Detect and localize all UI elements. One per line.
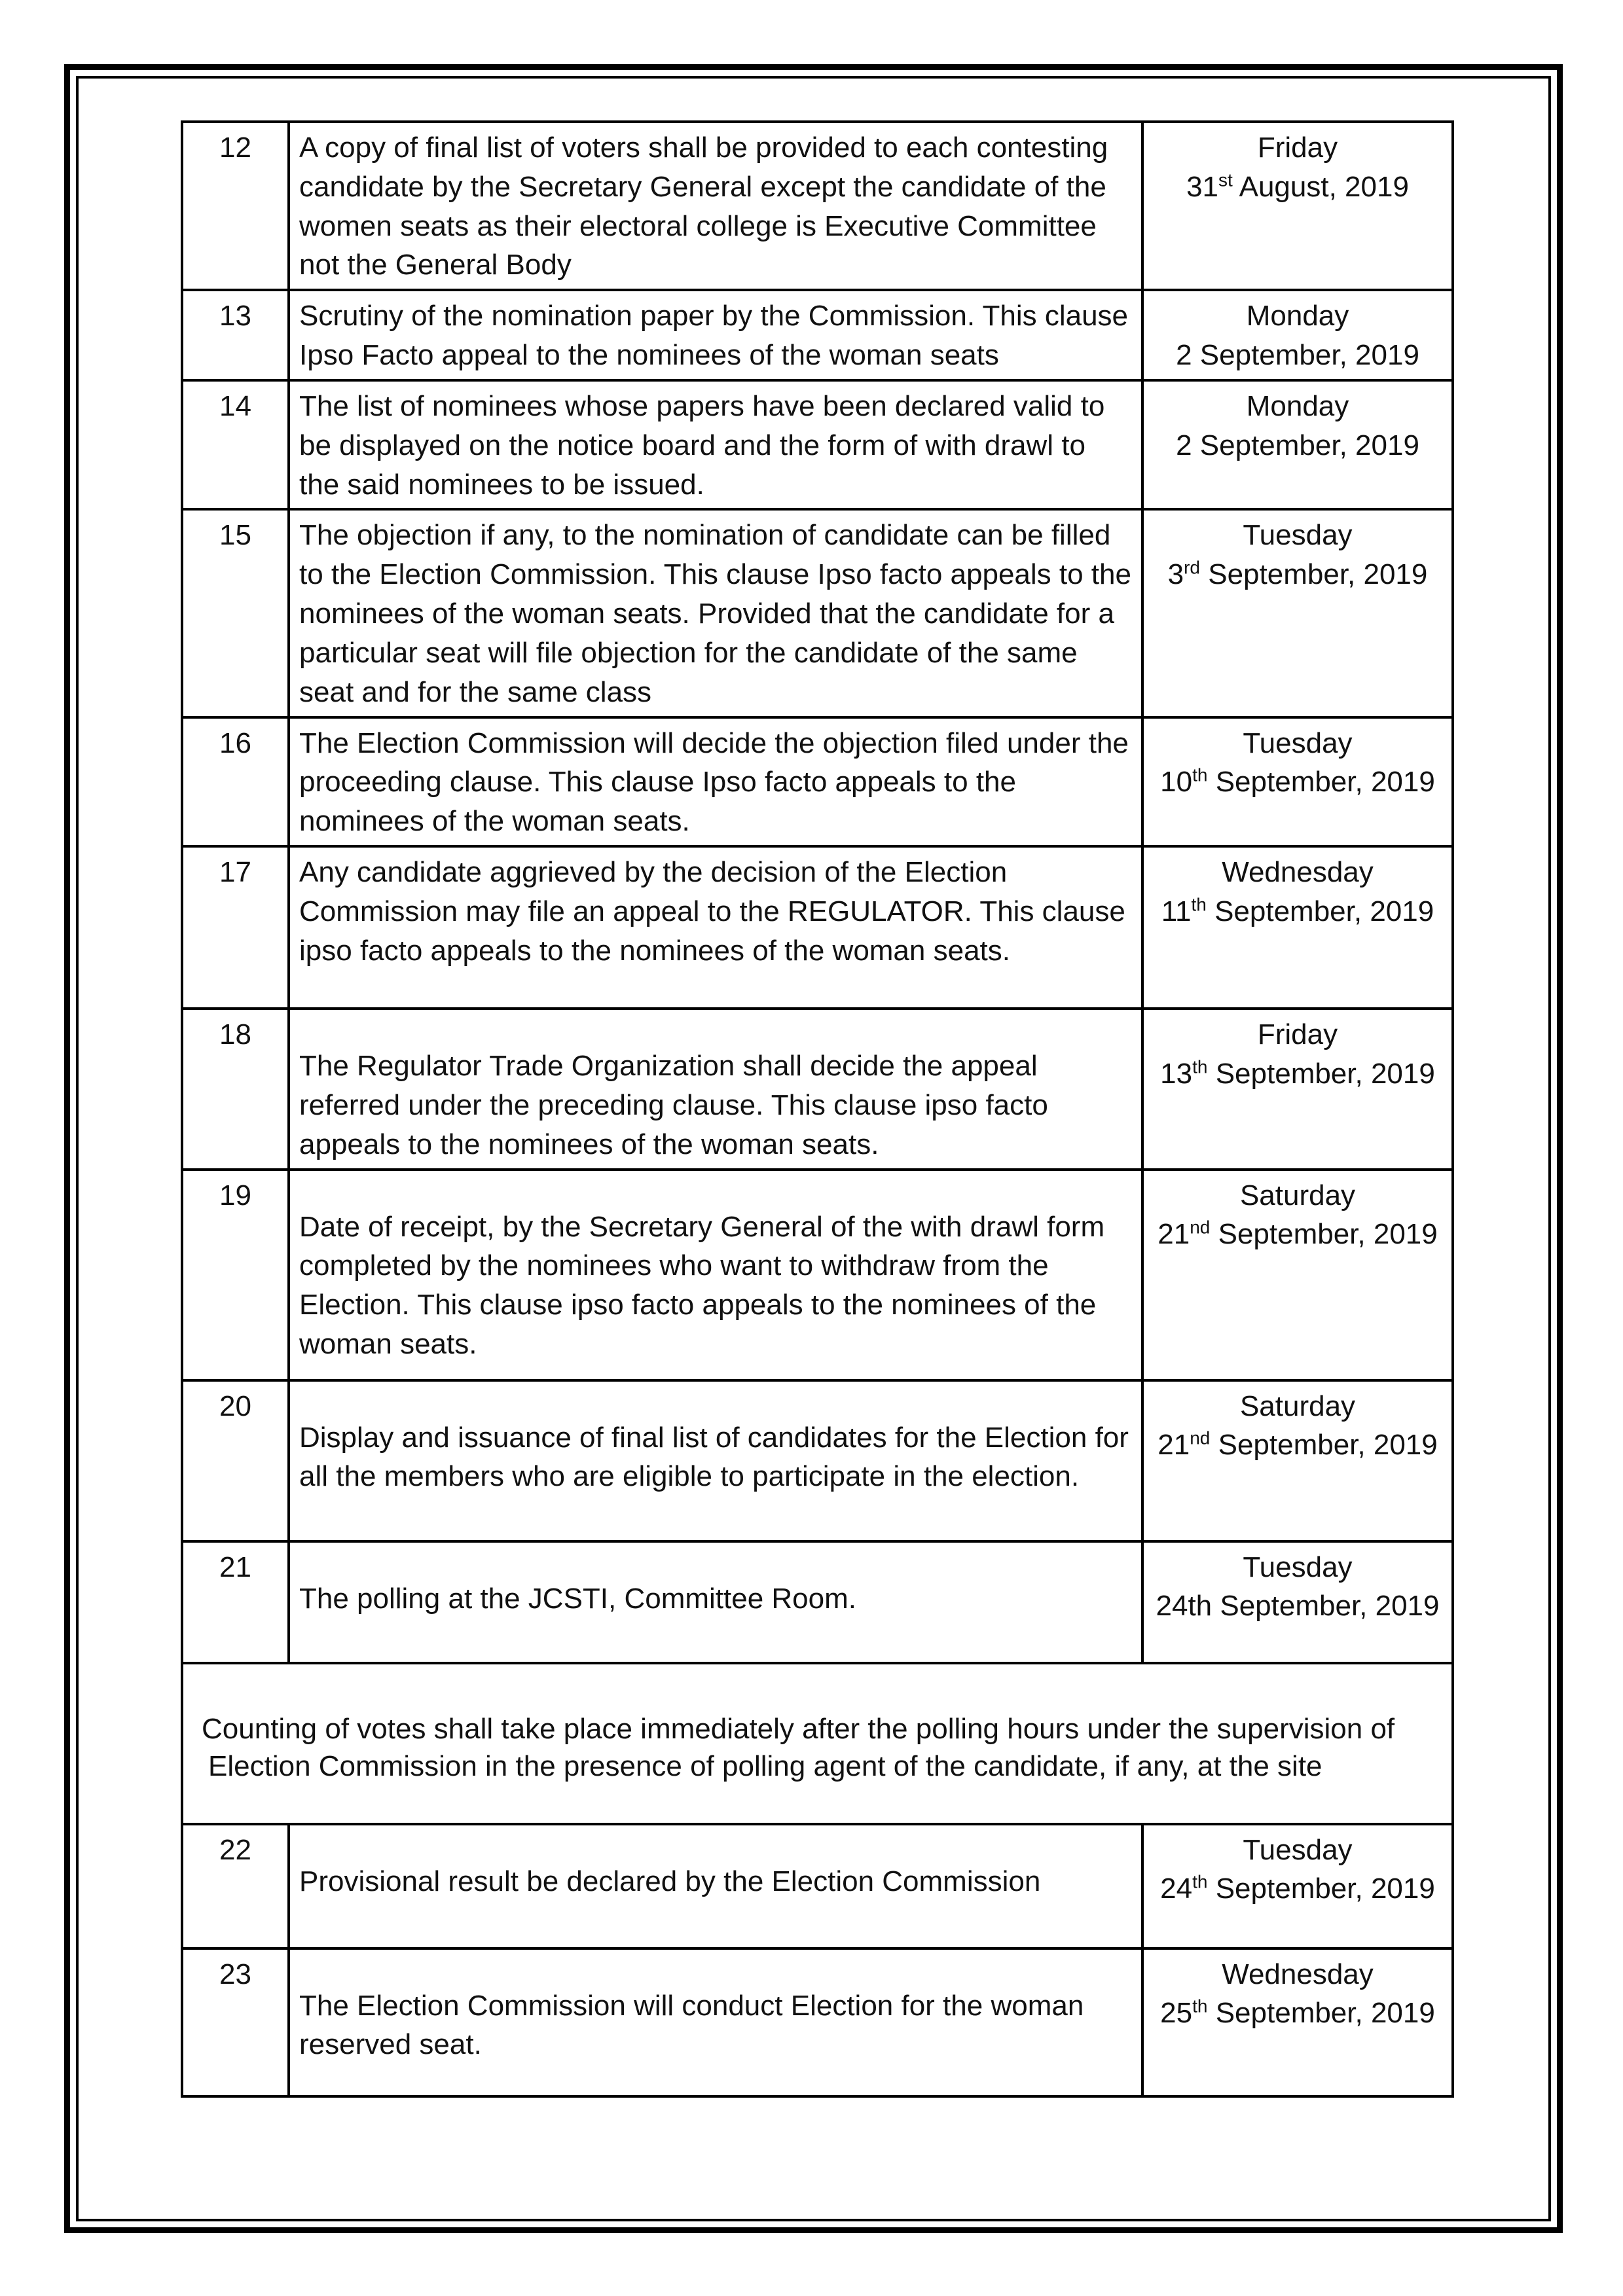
date-month-year: August, 2019 <box>1239 170 1409 203</box>
row-description: Provisional result be declared by the Election Commission <box>289 1824 1142 1948</box>
row-number: 16 <box>182 717 289 846</box>
table-row <box>182 290 1453 380</box>
row-number: 21 <box>182 1541 289 1663</box>
row-day: Saturday <box>1239 1179 1356 1211</box>
table-row <box>182 122 1453 290</box>
table-row <box>182 1380 1453 1541</box>
date-month-year: September, 2019 <box>1218 1218 1438 1251</box>
table-row <box>182 380 1453 509</box>
date-day-number: 31 <box>1186 170 1219 203</box>
date-day-number: 2 <box>1176 429 1192 461</box>
date-day-number: 24th September, 2019 <box>1156 1590 1440 1623</box>
date-ordinal: th <box>1192 1996 1208 2017</box>
date-month-year: September, 2019 <box>1199 429 1419 461</box>
row-number: 17 <box>182 846 289 1009</box>
row-date <box>1142 1824 1453 1948</box>
row-day: Saturday <box>1239 1390 1356 1422</box>
row-description: Scrutiny of the nomination paper by the Commission. This clause Ipso Facto appeal to the nominees of the woman seats <box>289 290 1142 380</box>
table-row <box>182 1170 1453 1380</box>
row-description: The Regulator Trade Organization shall decide the appeal referred under the preceding clause. This clause ipso facto appeals to the nominees of the woman seats. <box>289 1009 1142 1169</box>
date-month-year: September, 2019 <box>1215 766 1435 798</box>
row-date <box>1142 1009 1453 1169</box>
date-month-year: September, 2019 <box>1215 1997 1435 2030</box>
date-ordinal: th <box>1192 1056 1208 1077</box>
row-number: 14 <box>182 380 289 509</box>
date-ordinal: rd <box>1184 557 1200 578</box>
row-number: 20 <box>182 1380 289 1541</box>
date-ordinal: th <box>1191 894 1207 915</box>
date-month-year: September, 2019 <box>1218 1429 1438 1462</box>
row-description: The Election Commission will conduct Election for the woman reserved seat. <box>289 1948 1142 2096</box>
date-day-number: 10 <box>1160 766 1193 798</box>
row-date <box>1142 509 1453 717</box>
date-ordinal: st <box>1218 170 1233 190</box>
table-row <box>182 1541 1453 1663</box>
row-date <box>1142 1380 1453 1541</box>
row-description: A copy of final list of voters shall be provided to each contesting candidate by the Secretary General except the candidate of the women seats as their electoral college is Executive Committee not the General Body <box>289 122 1142 290</box>
row-day: Tuesday <box>1243 726 1353 759</box>
date-ordinal: nd <box>1190 1217 1211 1238</box>
row-number: 22 <box>182 1824 289 1948</box>
row-date <box>1142 717 1453 846</box>
date-ordinal: th <box>1192 1871 1208 1892</box>
row-description: The objection if any, to the nomination of candidate can be filled to the Election Commission. This clause Ipso facto appeals to the nominees of the woman seats. Provided that the candidate for a particular seat will file objection for the candidate of the same seat and for the same class <box>289 509 1142 717</box>
row-day: Friday <box>1257 1018 1338 1051</box>
table-row <box>182 1948 1453 2096</box>
row-description: The list of nominees whose papers have been declared valid to be displayed on the notice board and the form of with drawl to the said nominees to be issued. <box>289 380 1142 509</box>
row-date <box>1142 290 1453 380</box>
table-row <box>182 1824 1453 1948</box>
date-ordinal: nd <box>1190 1427 1211 1448</box>
row-date <box>1142 122 1453 290</box>
row-day: Friday <box>1257 132 1338 164</box>
row-day: Monday <box>1246 300 1349 332</box>
row-description: The Election Commission will decide the objection filed under the proceeding clause. This clause Ipso facto appeals to the nominees of the woman seats. <box>289 717 1142 846</box>
table-row <box>182 509 1453 717</box>
counting-note-line: Counting of votes shall take place immediately after the polling hours under the supervision of <box>202 1712 1395 1745</box>
date-day-number: 21 <box>1158 1429 1190 1462</box>
date-day-number: 11 <box>1161 895 1192 927</box>
row-number: 18 <box>182 1009 289 1169</box>
row-date <box>1142 1948 1453 2096</box>
row-day: Monday <box>1246 389 1349 422</box>
row-description: The polling at the JCSTI, Committee Room. <box>289 1541 1142 1663</box>
date-day-number: 13 <box>1160 1057 1193 1090</box>
row-day: Tuesday <box>1243 519 1353 552</box>
row-date <box>1142 1541 1453 1663</box>
date-month-year: September, 2019 <box>1214 895 1434 927</box>
election-schedule-table <box>181 120 1454 2098</box>
date-month-year: September, 2019 <box>1208 558 1428 591</box>
row-number: 23 <box>182 1948 289 2096</box>
row-day: Tuesday <box>1243 1833 1353 1866</box>
table-row <box>182 717 1453 846</box>
row-number: 12 <box>182 122 289 290</box>
counting-note-line: Election Commission in the presence of polling agent of the candidate, if any, at the site <box>208 1749 1322 1782</box>
date-day-number: 25 <box>1160 1997 1193 2030</box>
date-day-number: 2 September, 2019 <box>1176 339 1419 372</box>
counting-note <box>182 1663 1453 1824</box>
row-description: Date of receipt, by the Secretary General of the with drawl form completed by the nominees who want to withdraw from the Election. This clause ipso facto appeals to the nominees of the woman seats. <box>289 1170 1142 1380</box>
row-day: Tuesday <box>1243 1551 1353 1583</box>
date-month-year: September, 2019 <box>1215 1057 1435 1090</box>
row-number: 19 <box>182 1170 289 1380</box>
row-description: Any candidate aggrieved by the decision of the Election Commission may file an appeal to the REGULATOR. This clause ipso facto appeals to the nominees of the woman seats. <box>289 846 1142 1009</box>
row-day: Wednesday <box>1222 856 1374 889</box>
row-date <box>1142 1170 1453 1380</box>
date-day-number: 3 <box>1167 558 1184 591</box>
date-ordinal: th <box>1192 764 1208 785</box>
table-row <box>182 1009 1453 1169</box>
date-month-year: September, 2019 <box>1215 1873 1435 1905</box>
date-day-number: 21 <box>1158 1218 1190 1251</box>
row-number: 15 <box>182 509 289 717</box>
row-description: Display and issuance of final list of candidates for the Election for all the members who are eligible to participate in the election. <box>289 1380 1142 1541</box>
row-date <box>1142 846 1453 1009</box>
row-number: 13 <box>182 290 289 380</box>
row-day: Wednesday <box>1222 1958 1374 1990</box>
row-date <box>1142 380 1453 509</box>
note-row <box>182 1663 1453 1824</box>
table-row <box>182 846 1453 1009</box>
date-day-number: 24 <box>1160 1873 1193 1905</box>
